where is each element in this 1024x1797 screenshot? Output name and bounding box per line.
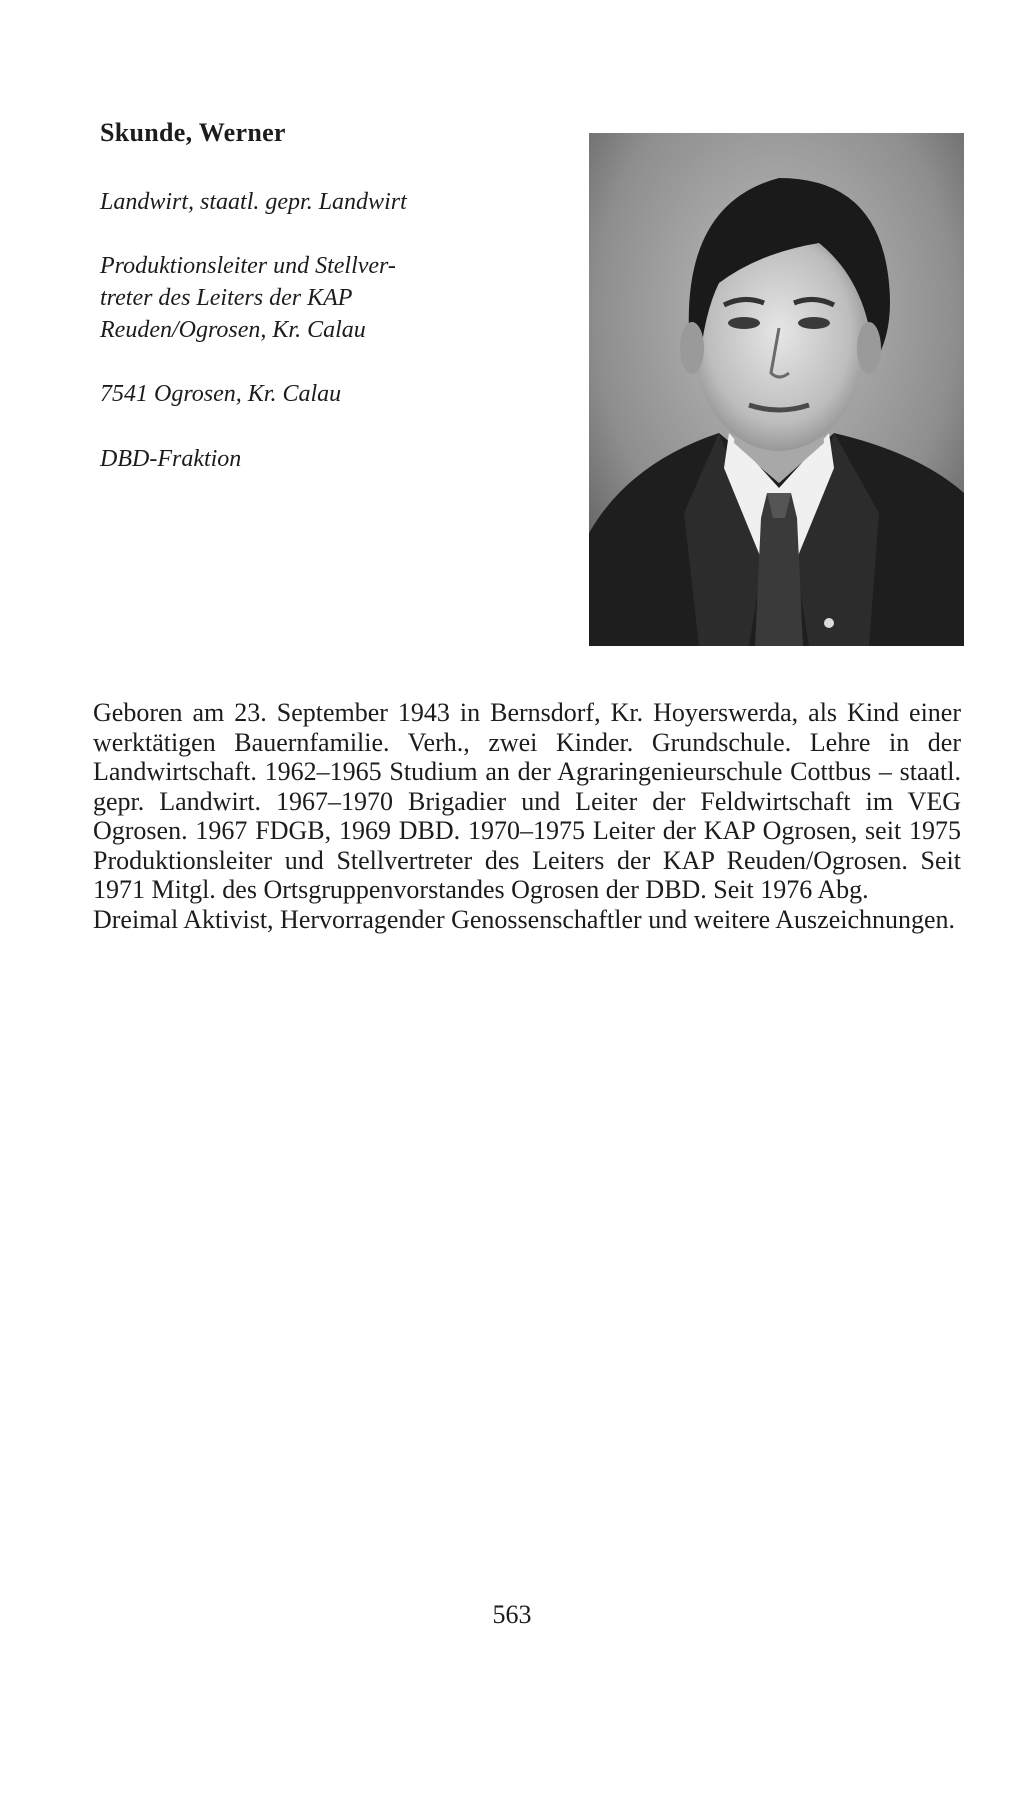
biography (93, 698, 961, 934)
entry-position (100, 250, 520, 346)
biography-paragraph: Geboren am 23. September 1943 in Bernsdorf, Kr. Hoyerswerda, als Kind einer werktätigen Bauernfamilie. Verh., zwei Kinder. Grundschule. Lehre in der Landwirtschaft. 1962–1965 Studium an der Agraringenieurschule Cottbus – staatl. gepr. Landwirt. 1967–1970 Brigadier und Leiter der Feldwirtschaft im VEG Ogrosen. 1967 FDGB, 1969 DBD. 1970–1975 Leiter der KAP Ogrosen, seit 1975 Produktionsleiter und Stellvertreter des Leiters der KAP Reuden/Ogrosen. Seit 1971 Mitgl. des Ortsgruppenvorstandes Ogrosen der DBD. Seit 1976 Abg. (93, 698, 961, 904)
biography-paragraph: Dreimal Aktivist, Hervorragender Genossenschaftler und weitere Auszeichnungen. (93, 904, 956, 934)
portrait-photo (589, 133, 964, 646)
entry-faction: DBD-Fraktion (100, 446, 242, 472)
entry-address: 7541 Ogrosen, Kr. Calau (100, 381, 342, 407)
position-line: treter des Leiters der KAP (100, 285, 353, 311)
entry-name: Skunde, Werner (100, 118, 286, 147)
position-line: Reuden/Ogrosen, Kr. Calau (100, 317, 366, 343)
entry-profession: Landwirt, staatl. gepr. Landwirt (100, 189, 407, 215)
position-line: Produktionsleiter und Stellver- (100, 253, 396, 279)
page-number: 563 (492, 1600, 532, 1629)
portrait-image (589, 133, 964, 646)
